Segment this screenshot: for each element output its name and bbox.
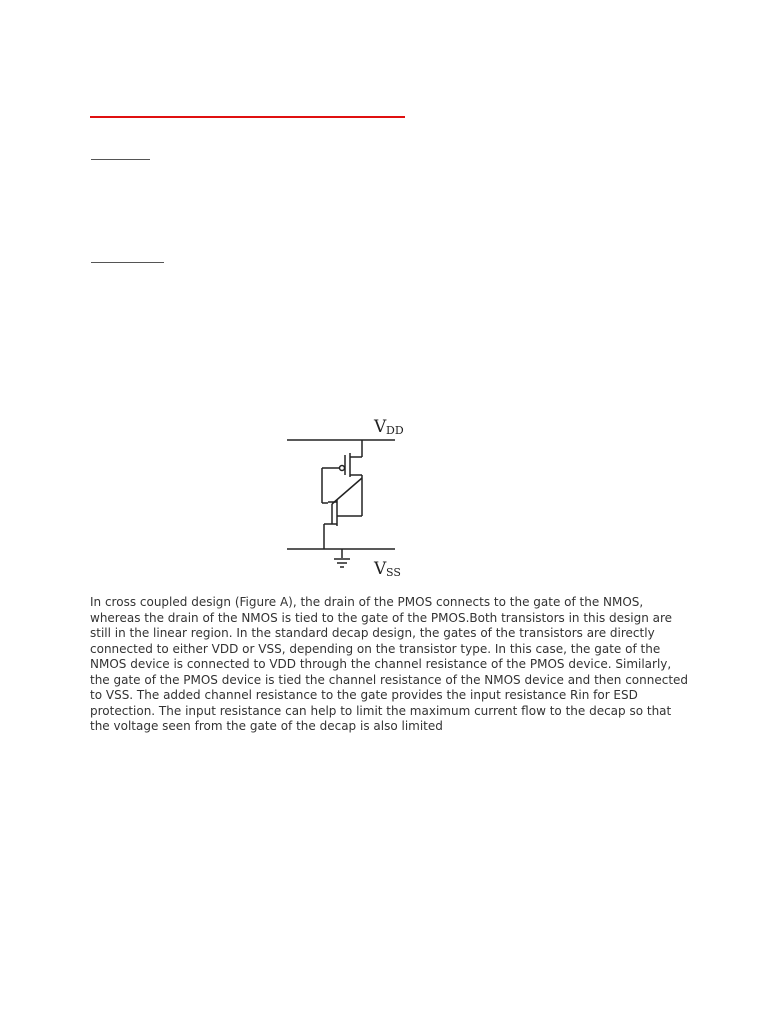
vdd-label: V [374,417,387,437]
pmos-gate-bubble [340,466,345,471]
header-divider-red [90,116,405,118]
vss-subscript: SS [386,566,401,579]
section-underline-1 [91,159,150,160]
vdd-subscript: DD [386,424,404,437]
decap-circuit-diagram [280,410,420,580]
vss-label: V [374,559,387,579]
section-underline-2 [91,262,164,263]
body-paragraph: In cross coupled design (Figure A), the drain of the PMOS connects to the gate of the NMOS, whereas the drain of the NMOS is tied to the gate of the PMOS.Both transistors in this design are still in the linear region. In the standard decap design, the gates of the transistors are directly connected to either VDD or VSS, depending on the transistor type. In this case, the gate of the NMOS device is connected to VDD through the channel resistance of the PMOS device. Similarly, the gate of the PMOS device is tied the channel resistance of the NMOS device and then connected to VSS. The added channel resistance to the gate provides the input resistance Rin for ESD protection. The input resistance can help to limit the maximum current flow to the decap so that the voltage seen from the gate of the decap is also limited [90,595,689,733]
